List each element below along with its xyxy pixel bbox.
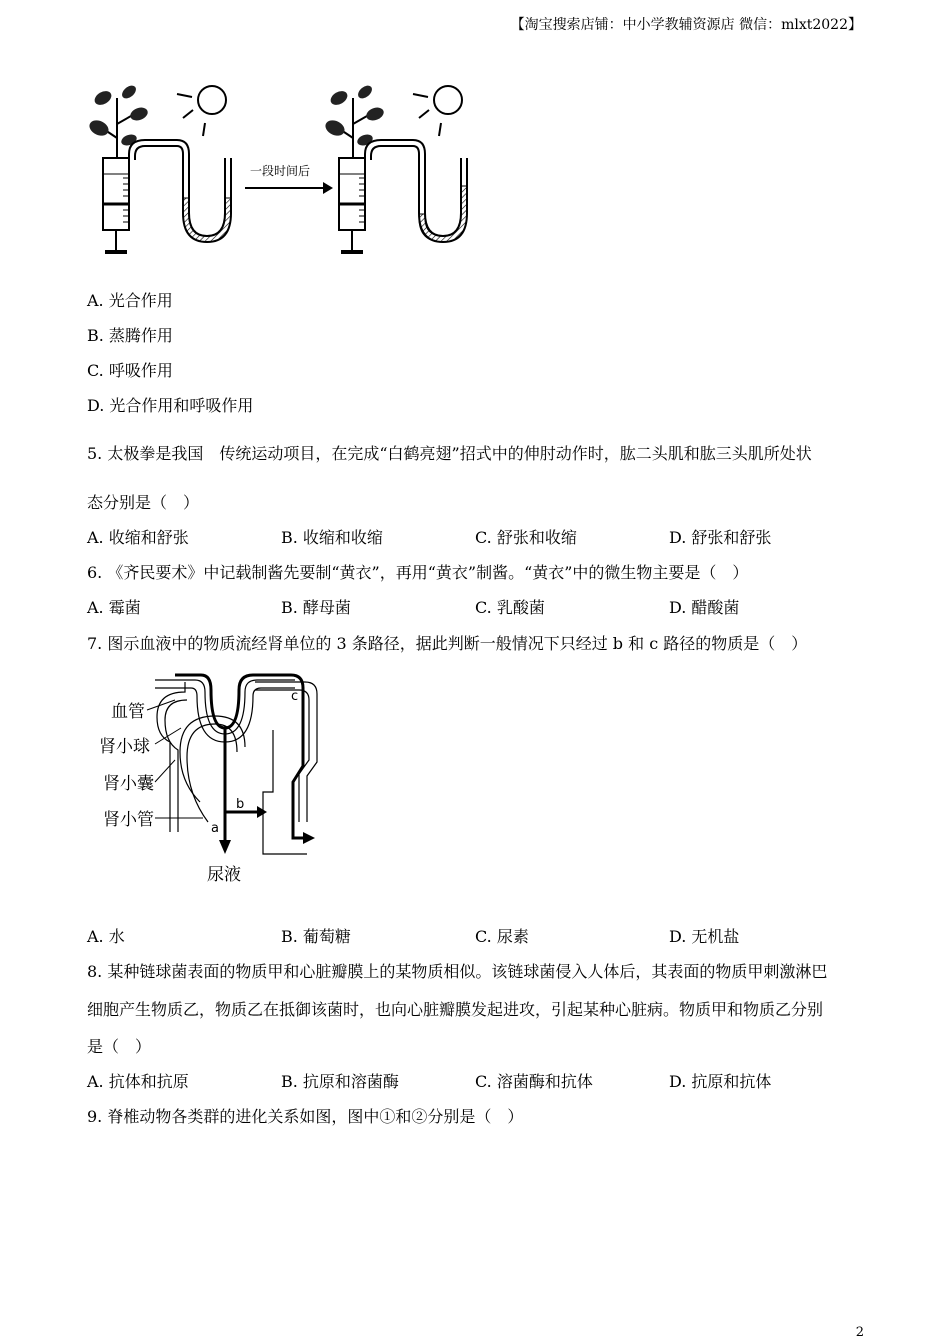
q8-stem-line3: 是（ ）	[87, 1037, 152, 1056]
q6-option-c: C. 乳酸菌	[475, 598, 545, 617]
sun-icon	[198, 86, 226, 114]
q5-stem-line2: 态分别是（ ）	[87, 493, 200, 512]
arrow-label: 一段时间后	[250, 164, 311, 178]
label-tubule: 肾小管	[103, 810, 154, 830]
q5-option-b: B. 收缩和收缩	[281, 528, 383, 547]
q6-option-a: A. 霉菌	[87, 598, 141, 617]
q4-option-a: A. 光合作用	[87, 291, 173, 310]
q7-option-c: C. 尿素	[475, 927, 529, 946]
q4-option-b: B. 蒸腾作用	[87, 326, 173, 345]
q8-option-c: C. 溶菌酶和抗体	[475, 1072, 593, 1091]
q5-stem-line1: 5. 太极拳是我国 传统运动项目，在完成“白鹤亮翅”招式中的伸肘动作时，肱二头肌和肱三头肌所处状	[87, 444, 812, 463]
nephron-figure	[95, 672, 325, 890]
label-capsule: 肾小囊	[103, 774, 154, 794]
q6-option-d: D. 醋酸菌	[669, 598, 740, 617]
q7-stem: 7. 图示血液中的物质流经肾单位的 3 条路径，据此判断一般情况下只经过 b 和 c 路径的物质是（ ）	[87, 634, 808, 653]
path-b-label: b	[236, 797, 245, 812]
q7-option-b: B. 葡萄糖	[281, 927, 351, 946]
q8-option-d: D. 抗原和抗体	[669, 1072, 772, 1091]
q8-option-b: B. 抗原和溶菌酶	[281, 1072, 399, 1091]
apparatus-before	[87, 83, 231, 254]
q5-option-c: C. 舒张和收缩	[475, 528, 577, 547]
apparatus-after	[323, 83, 467, 254]
q7-option-d: D. 无机盐	[669, 927, 740, 946]
label-vessel: 血管	[111, 702, 145, 722]
path-c-label: c	[291, 689, 299, 704]
q4-option-d: D. 光合作用和呼吸作用	[87, 396, 254, 415]
page-header: 【淘宝搜索店铺：中小学教辅资源店 微信：mlxt2022】	[510, 17, 862, 33]
q6-stem: 6. 《齐民要术》中记载制酱先要制“黄衣”，再用“黄衣”制酱。“黄衣”中的微生物主要是（ ）	[87, 563, 749, 582]
label-glomerulus: 肾小球	[99, 737, 150, 757]
q6-option-b: B. 酵母菌	[281, 598, 351, 617]
q8-option-a: A. 抗体和抗原	[87, 1072, 189, 1091]
q7-option-a: A. 水	[87, 927, 125, 946]
q8-stem-line2: 细胞产生物质乙，物质乙在抵御该菌时，也向心脏瓣膜发起进攻，引起某种心脏病。物质甲和物质乙分别	[87, 1000, 824, 1019]
page-number: 2	[855, 1325, 864, 1340]
path-a-label: a	[211, 821, 219, 836]
q9-stem: 9. 脊椎动物各类群的进化关系如图，图中①和②分别是（ ）	[87, 1107, 524, 1126]
leaf-icon	[92, 88, 114, 107]
label-urine: 尿液	[207, 865, 241, 885]
plant-manometer-figure	[85, 78, 485, 263]
q8-stem-line1: 8. 某种链球菌表面的物质甲和心脏瓣膜上的某物质相似。该链球菌侵入人体后，其表面的物质甲刺激淋巴	[87, 962, 828, 981]
sun-icon	[434, 86, 462, 114]
q5-option-d: D. 舒张和舒张	[669, 528, 772, 547]
q4-option-c: C. 呼吸作用	[87, 361, 173, 380]
q5-option-a: A. 收缩和舒张	[87, 528, 189, 547]
